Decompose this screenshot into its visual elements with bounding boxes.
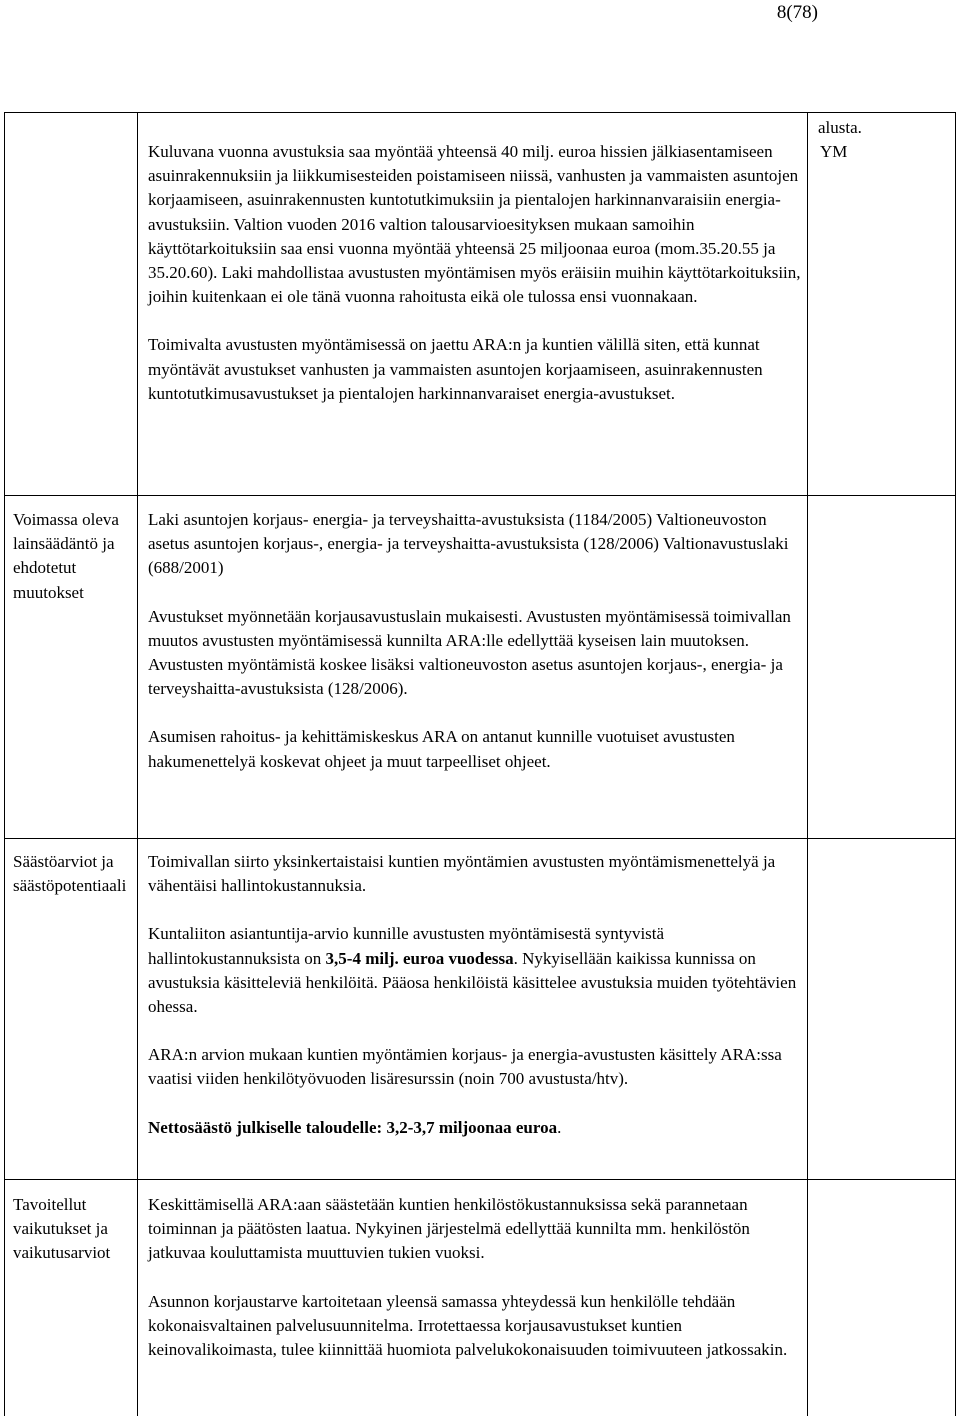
row-3-paragraph-4 xyxy=(148,1116,810,1140)
row-divider-2 xyxy=(5,838,955,839)
row-2-content xyxy=(148,508,810,798)
document-table xyxy=(4,112,956,1416)
row-2-paragraph-1: Laki asuntojen korjaus- energia- ja terveyshaitta-avustuksista (1184/2005) Valtioneuvoston asetus asuntojen korjaus-, energia- ja terveyshaitta-avustuksista (128/2006) Valtionavustuslaki (688/2001) xyxy=(148,510,789,578)
row-1-paragraph-2: Toimivalta avustusten myöntämisessä on jaettu ARA:n ja kuntien välillä siten, että kunnat myöntävät avustukset vanhusten ja vammaisten asuntojen korjaamiseen, asuinrakennusten kuntotutkimusavustukset ja pientalojen harkinnanvaraiset energia-avustukset. xyxy=(148,335,763,403)
column-divider-left xyxy=(137,113,138,1416)
row-4-label: Tavoitellut vaikutukset ja vaikutusarviot xyxy=(13,1195,111,1263)
row-1-content xyxy=(148,140,810,430)
row-4-paragraph-2: Asunnon korjaustarve kartoitetaan yleensä samassa yhteydessä kun henkilölle tehdään kokonaisvaltainen palvelusuunnitelma. Irrotettaessa korjausavustukset kuntien keinovalikoimasta, tulee kiinnittää huomiota palvelukokonaisuuden toimivuuteen jatkossakin. xyxy=(148,1291,788,1360)
row-3-label: Säästöarviot ja säästöpotentiaali xyxy=(13,852,127,896)
row-3-content xyxy=(148,850,810,1164)
net-savings-highlight: Nettosäästö julkiselle taloudelle: 3,2-3,7 miljoonaa euroa xyxy=(148,1117,558,1137)
page-number: 8(78) xyxy=(776,2,818,23)
row-3-paragraph-2-end: . Nykyisellään kaikissa kunnissa on avustuksia käsitteleviä henkilöitä. Pääosa henkilöistä käsittelee avustuksia muiden työtehtävien ohessa. xyxy=(148,948,797,1017)
row-divider-3 xyxy=(5,1179,955,1180)
row-2-paragraph-3: Asumisen rahoitus- ja kehittämiskeskus ARA on antanut kunnille vuotuiset avustusten hakumenettelyä koskevat ohjeet ja muut tarpeelliset ohjeet. xyxy=(148,727,735,771)
row-1-right-column xyxy=(818,116,952,164)
row-2-label: Voimassa oleva lainsäädäntö ja ehdotetut muutokset xyxy=(13,510,119,602)
row-1-paragraph-1: Kuluvana vuonna avustuksia saa myöntää yhteensä 40 milj. euroa hissien jälkiasentamiseen asuinrakennuksiin ja liikkumisesteiden poistamiseen niissä, vanhusten ja vammaisten asuntojen korjaamiseen, asuinrakennusten kuntotutkimuksiin ja pientalojen harkinnanvaraisiin energia-avustuksiin. Valtion vuoden 2016 valtion talousarvioesityksen mukaan samoihin käyttötarkoituksiin saa ensi vuonna myöntää yhteensä 25 miljoonaa euroa (mom.35.20.55 ja 35.20.60). Laki mahdollistaa avustusten myöntämisen myös eräisiin muihin käyttötarkoituksiin, joihin kuitenkaan ei ole tänä vuonna rahoitusta eikä ole tulossa ensi vuonnakaan. xyxy=(148,142,801,307)
row-3-paragraph-1: Toimivallan siirto yksinkertaistaisi kuntien myöntämien avustusten myöntämismenettelyä ja vähentäisi hallintokustannuksia. xyxy=(148,852,776,896)
row-3-paragraph-4-end: . xyxy=(557,1117,562,1137)
right-column-text: alusta. xyxy=(818,118,862,137)
ministry-abbreviation: YM xyxy=(820,142,848,162)
row-3-paragraph-2 xyxy=(148,922,810,1019)
row-divider-1 xyxy=(5,495,955,496)
row-3-paragraph-3: ARA:n arvion mukaan kuntien myöntämien korjaus- ja energia-avustusten käsittely ARA:ssa vaatisi viiden henkilötyövuoden lisäresurssin (noin 700 avustusta/htv). xyxy=(148,1045,782,1089)
row-3-paragraph-2-start: Kuntaliiton asiantuntija-arvio kunnille avustusten myöntämisestä syntyvistä hallintokustannuksista on xyxy=(148,924,665,968)
row-2-paragraph-2: Avustukset myönnetään korjausavustuslain mukaisesti. Avustusten myöntämisessä toimivallan muutos avustusten myöntämisessä kunnilta ARA:lle edellyttää kyseisen lain muutoksen. Avustusten myöntämistä koskee lisäksi valtioneuvoston asetus asuntojen korjaus-, energia- ja terveyshaitta-avustuksista (128/2006). xyxy=(148,606,791,699)
row-4-paragraph-1: Keskittämisellä ARA:aan säästetään kuntien henkilöstökustannuksissa sekä parannetaan toiminnan ja päätösten laatua. Nykyinen järjestelmä edellyttää kunnilta mm. henkilöstön jatkuvaa kouluttamista muuttuvien tukien vuoksi. xyxy=(148,1195,750,1263)
row-4-content xyxy=(148,1193,810,1386)
cost-estimate-highlight: 3,5-4 milj. euroa vuodessa xyxy=(325,948,514,968)
